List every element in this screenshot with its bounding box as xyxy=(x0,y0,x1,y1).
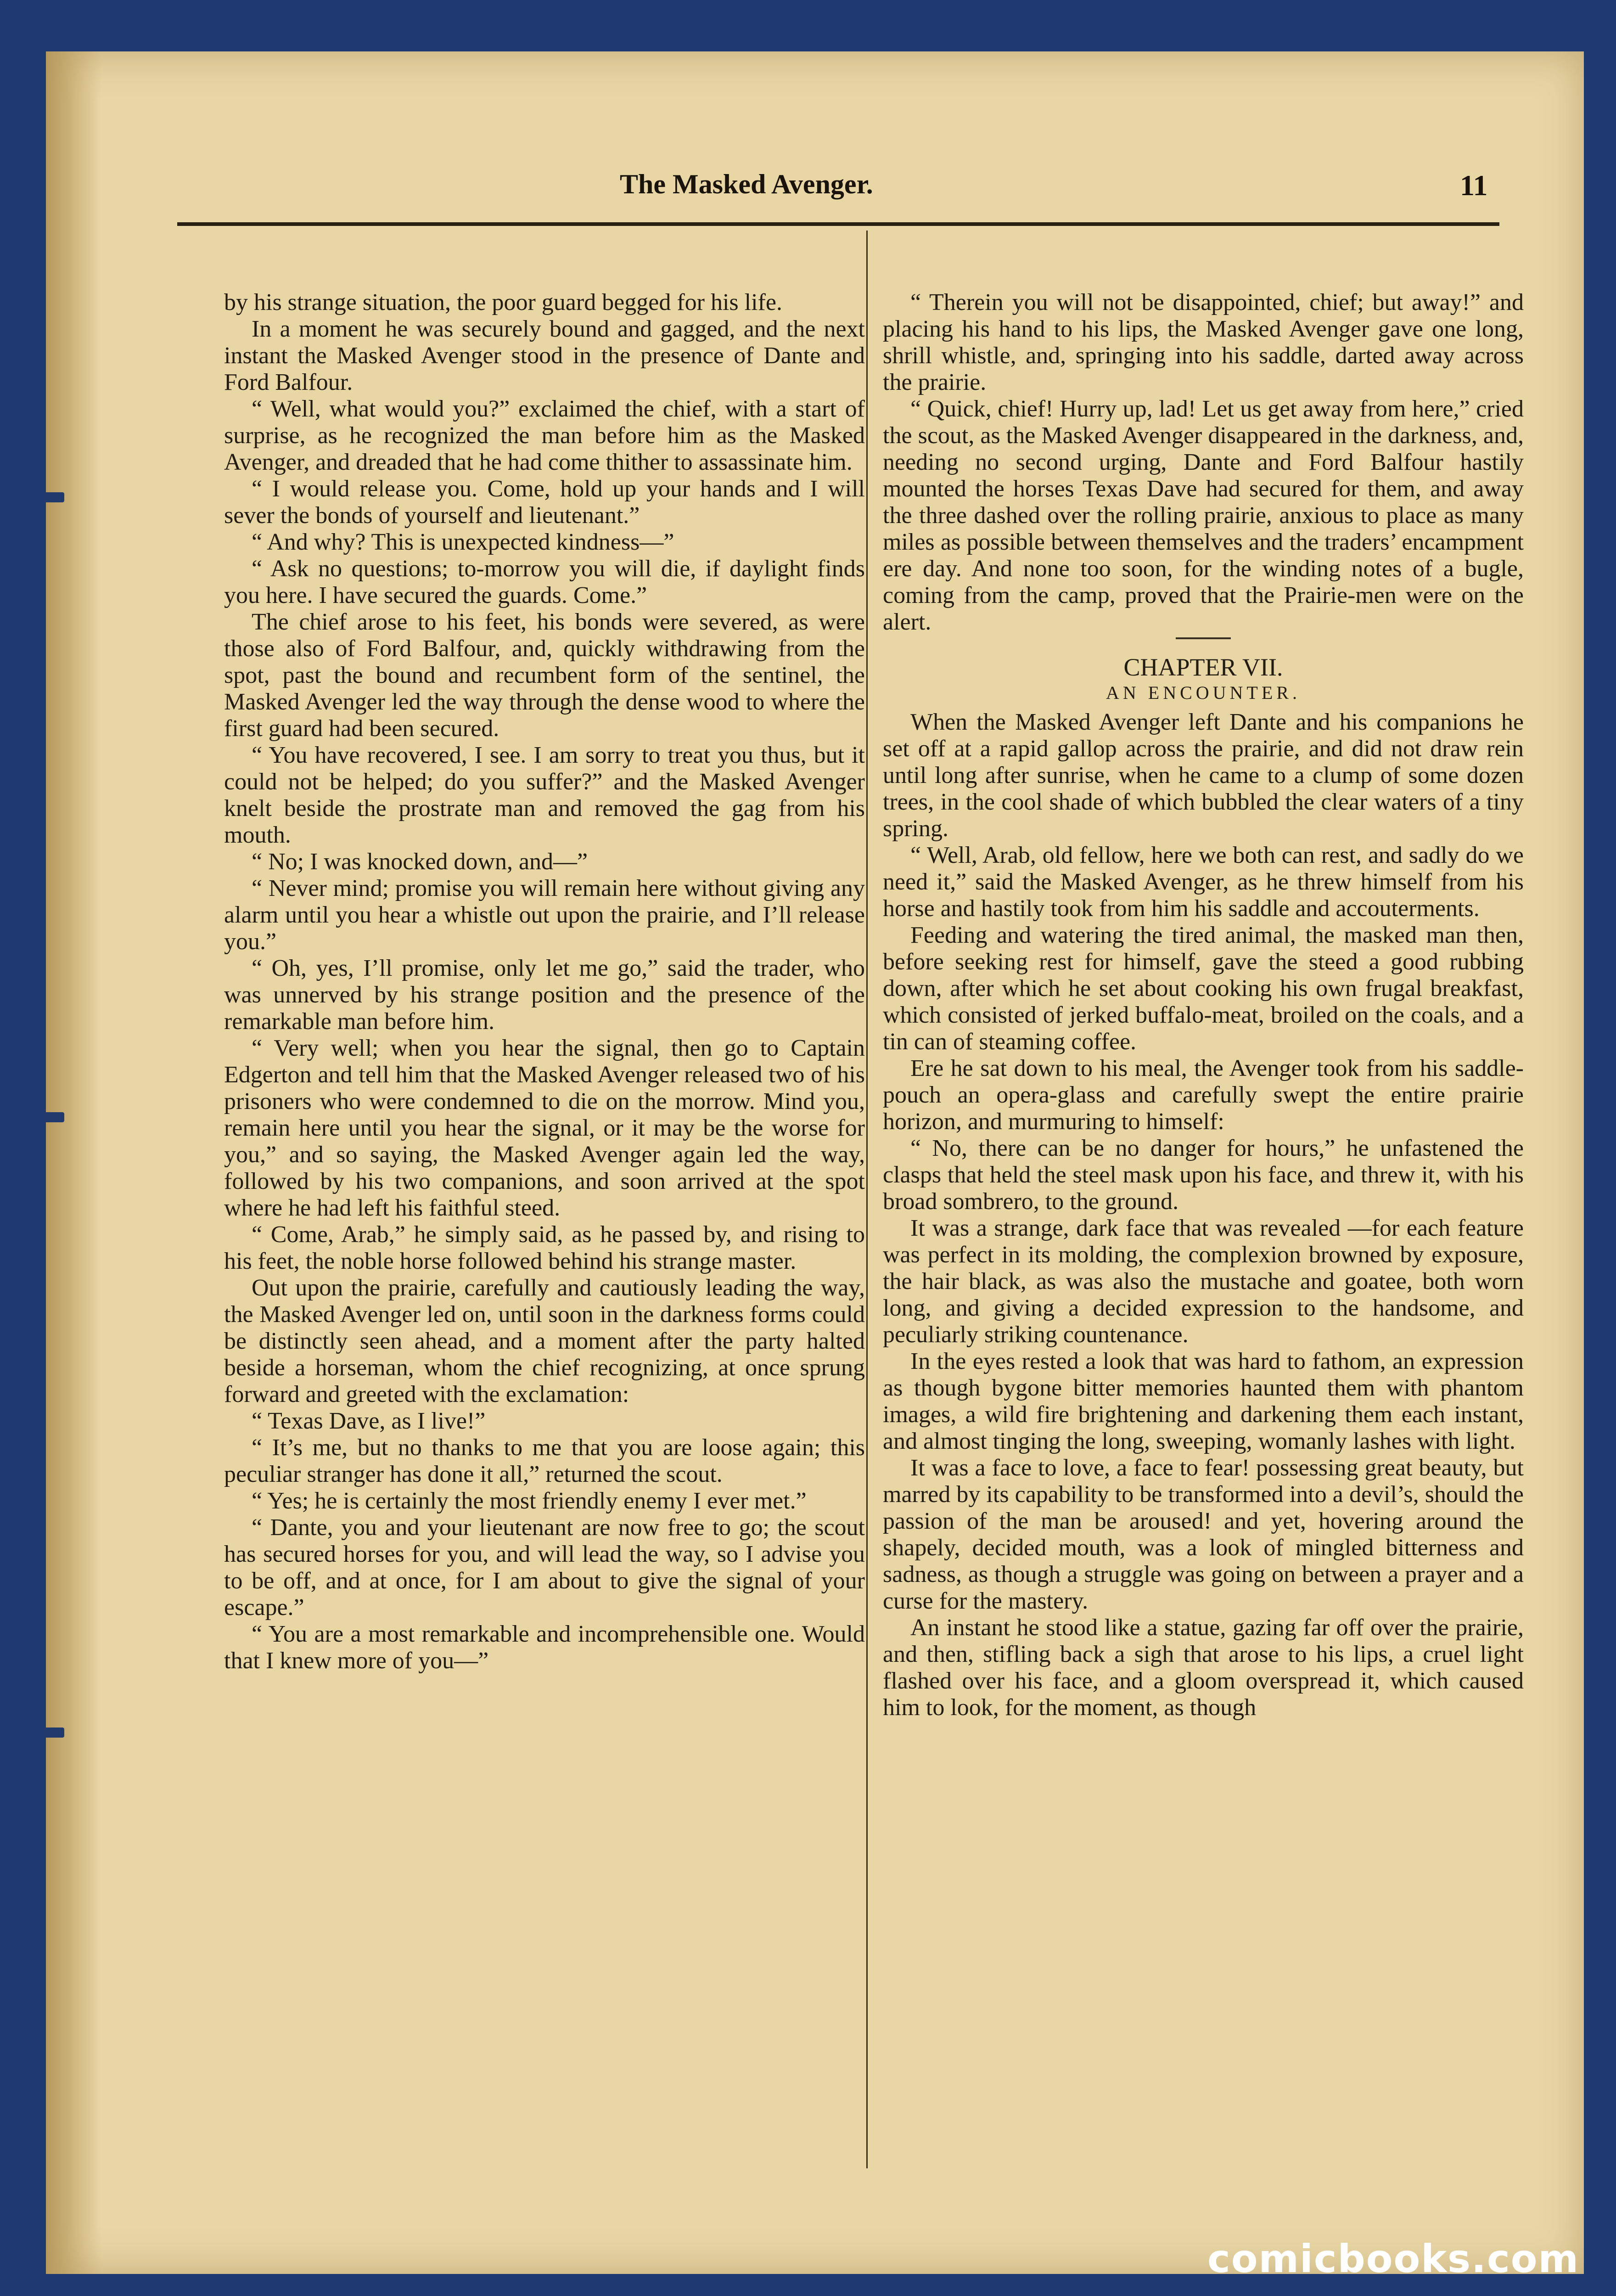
paragraph: Feeding and watering the tired animal, the masked man then, before seeking rest for himself, gave the steed a good rubbing down, after which he set about cooking his own frugal breakfast, which consisted of jerked buffalo-meat, broiled on the coals, and a tin can of steaming coffee. xyxy=(883,922,1524,1055)
paragraph: “ Dante, you and your lieutenant are now free to go; the scout has secured horses for you, and will lead the way, so I advise you to be off, and at once, for I am about to give the signal of your escape.” xyxy=(224,1514,865,1621)
paragraph: “ Oh, yes, I’ll promise, only let me go,” said the trader, who was unnerved by his strange position and the presence of the remarkable man before him. xyxy=(224,955,865,1035)
paragraph: The chief arose to his feet, his bonds were severed, as were those also of Ford Balfour, and, quickly withdrawing from the spot, past the bound and recumbent form of the sentinel, the Masked Avenger led the way through the dense wood to where the first guard had been secured. xyxy=(224,609,865,742)
paragraph: by his strange situation, the poor guard begged for his life. xyxy=(224,289,782,315)
left-column xyxy=(224,289,865,1674)
watermark: comicbooks.com xyxy=(1207,2236,1579,2281)
binding-stitch xyxy=(43,1112,64,1122)
chapter-title: CHAPTER VII. xyxy=(1123,653,1283,681)
paragraph: “ Well, Arab, old fellow, here we both can rest, and sadly do we need it,” said the Masked Avenger, as he threw himself from his horse and hastily took from him his saddle and accouterments. xyxy=(883,842,1524,922)
paragraph: It was a strange, dark face that was revealed —for each feature was perfect in its molding, the complexion browned by exposure, the hair black, as was also the mustache and goatee, both worn long, and giving a decided expression to the handsome, and peculiarly striking countenance. xyxy=(883,1215,1524,1348)
paragraph: “ Ask no questions; to-morrow you will die, if daylight finds you here. I have secured the guards. Come.” xyxy=(224,556,865,608)
paragraph: “ It’s me, but no thanks to me that you are loose again; this peculiar stranger has done it all,” returned the scout. xyxy=(224,1435,865,1487)
paragraph: “ You have recovered, I see. I am sorry to treat you thus, but it could not be helped; do you suffer?” and the Masked Avenger knelt beside the prostrate man and removed the gag from his mouth. xyxy=(224,742,865,848)
header-rule xyxy=(177,222,1499,226)
running-head: The Masked Avenger. xyxy=(620,169,873,199)
section-rule xyxy=(1176,637,1231,639)
paragraph: “ No, there can be no danger for hours,” he unfastened the clasps that held the steel mask upon his face, and threw it, with his broad sombrero, to the ground. xyxy=(883,1135,1524,1215)
paragraph: “ Therein you will not be disappointed, chief; but away!” and placing his hand to his lips, the Masked Avenger gave one long, shrill whistle, and, springing into his saddle, darted away across the prairie. xyxy=(883,289,1524,395)
paragraph: Out upon the prairie, carefully and cautiously leading the way, the Masked Avenger led on, until soon in the darkness forms could be distinctly seen ahead, and a moment after the party halted beside a horseman, whom the chief recognizing, at once sprung forward and greeted with the exclamation: xyxy=(224,1275,865,1407)
page-number: 11 xyxy=(1460,169,1488,202)
paragraph: An instant he stood like a statue, gazing far off over the prairie, and then, stifling back a sigh that arose to his lips, a cruel light flashed over his face, and a gloom overspread it, which caused him to look, for the moment, as though xyxy=(883,1615,1524,1721)
binding-stitch xyxy=(43,1728,64,1738)
paragraph: Ere he sat down to his meal, the Avenger took from his saddle-pouch an opera-glass and carefully swept the entire prairie horizon, and murmuring to himself: xyxy=(883,1055,1524,1135)
magazine-page xyxy=(46,51,1584,2274)
right-column xyxy=(883,289,1524,1721)
paragraph: “ Very well; when you hear the signal, then go to Captain Edgerton and tell him that the Masked Avenger released two of his prisoners who were condemned to die on the morrow. Mind you, remain here until you hear the signal, or it may be the worse for you,” and so saying, the Masked Avenger again led the way, followed by his two companions, and soon arrived at the spot where he had left his faithful steed. xyxy=(224,1035,865,1221)
paragraph: “ And why? This is unexpected kindness—” xyxy=(252,529,674,555)
paragraph: “ Yes; he is certainly the most friendly enemy I ever met.” xyxy=(252,1488,807,1514)
right-column-bottom xyxy=(883,709,1524,1721)
paragraph: It was a face to love, a face to fear! possessing great beauty, but marred by its capability to be transformed into a devil’s, should the passion of the man be aroused! and yet, hovering around the shapely, decided mouth, was a look of mingled bitterness and sadness, as though a struggle was going on between a prayer and a curse for the mastery. xyxy=(883,1455,1524,1614)
paragraph: In a moment he was securely bound and gagged, and the next instant the Masked Avenger stood in the presence of Dante and Ford Balfour. xyxy=(224,316,865,395)
paragraph: “ Quick, chief! Hurry up, lad! Let us get away from here,” cried the scout, as the Masked Avenger disappeared in the darkness, and, needing no second urging, Dante and Ford Balfour hastily mounted the horses Texas Dave had secured for them, and away the three dashed over the rolling prairie, anxious to place as many miles as possible between themselves and the traders’ encampment ere day. And none too soon, for the winding notes of a bugle, coming from the camp, proved that the Prairie-men were on the alert. xyxy=(883,396,1524,635)
paragraph: “ Come, Arab,” he simply said, as he passed by, and rising to his feet, the noble horse followed behind his strange master. xyxy=(224,1221,865,1274)
binding-stitch xyxy=(43,492,64,502)
paragraph: “ Texas Dave, as I live!” xyxy=(252,1408,486,1434)
chapter-subtitle: AN ENCOUNTER. xyxy=(1106,682,1301,703)
paragraph: “ No; I was knocked down, and—” xyxy=(252,849,588,875)
paragraph: “ Never mind; promise you will remain here without giving any alarm until you hear a whistle out upon the prairie, and I’ll release you.” xyxy=(224,875,865,955)
paragraph: In the eyes rested a look that was hard to fathom, an expression as though bygone bitter memories haunted them with phantom images, a wild fire brightening and darkening them each instant, and almost tinging the long, sweeping, womanly lashes with light. xyxy=(883,1348,1524,1454)
right-column-top xyxy=(883,289,1524,636)
paragraph: When the Masked Avenger left Dante and his companions he set off at a rapid gallop across the prairie, and did not draw rein until long after sunrise, when he came to a clump of some dozen trees, in the cool shade of which bubbled the clear waters of a tiny spring. xyxy=(883,709,1524,842)
paragraph: “ Well, what would you?” exclaimed the chief, with a start of surprise, as he recognized the man before him as the Masked Avenger, and dreaded that he had come thither to assassinate him. xyxy=(224,396,865,475)
column-rule xyxy=(866,231,868,2168)
page-gutter xyxy=(46,51,101,2274)
paragraph: “ You are a most remarkable and incomprehensible one. Would that I knew more of you—” xyxy=(224,1621,865,1674)
paragraph: “ I would release you. Come, hold up your hands and I will sever the bonds of yourself and lieutenant.” xyxy=(224,476,865,529)
